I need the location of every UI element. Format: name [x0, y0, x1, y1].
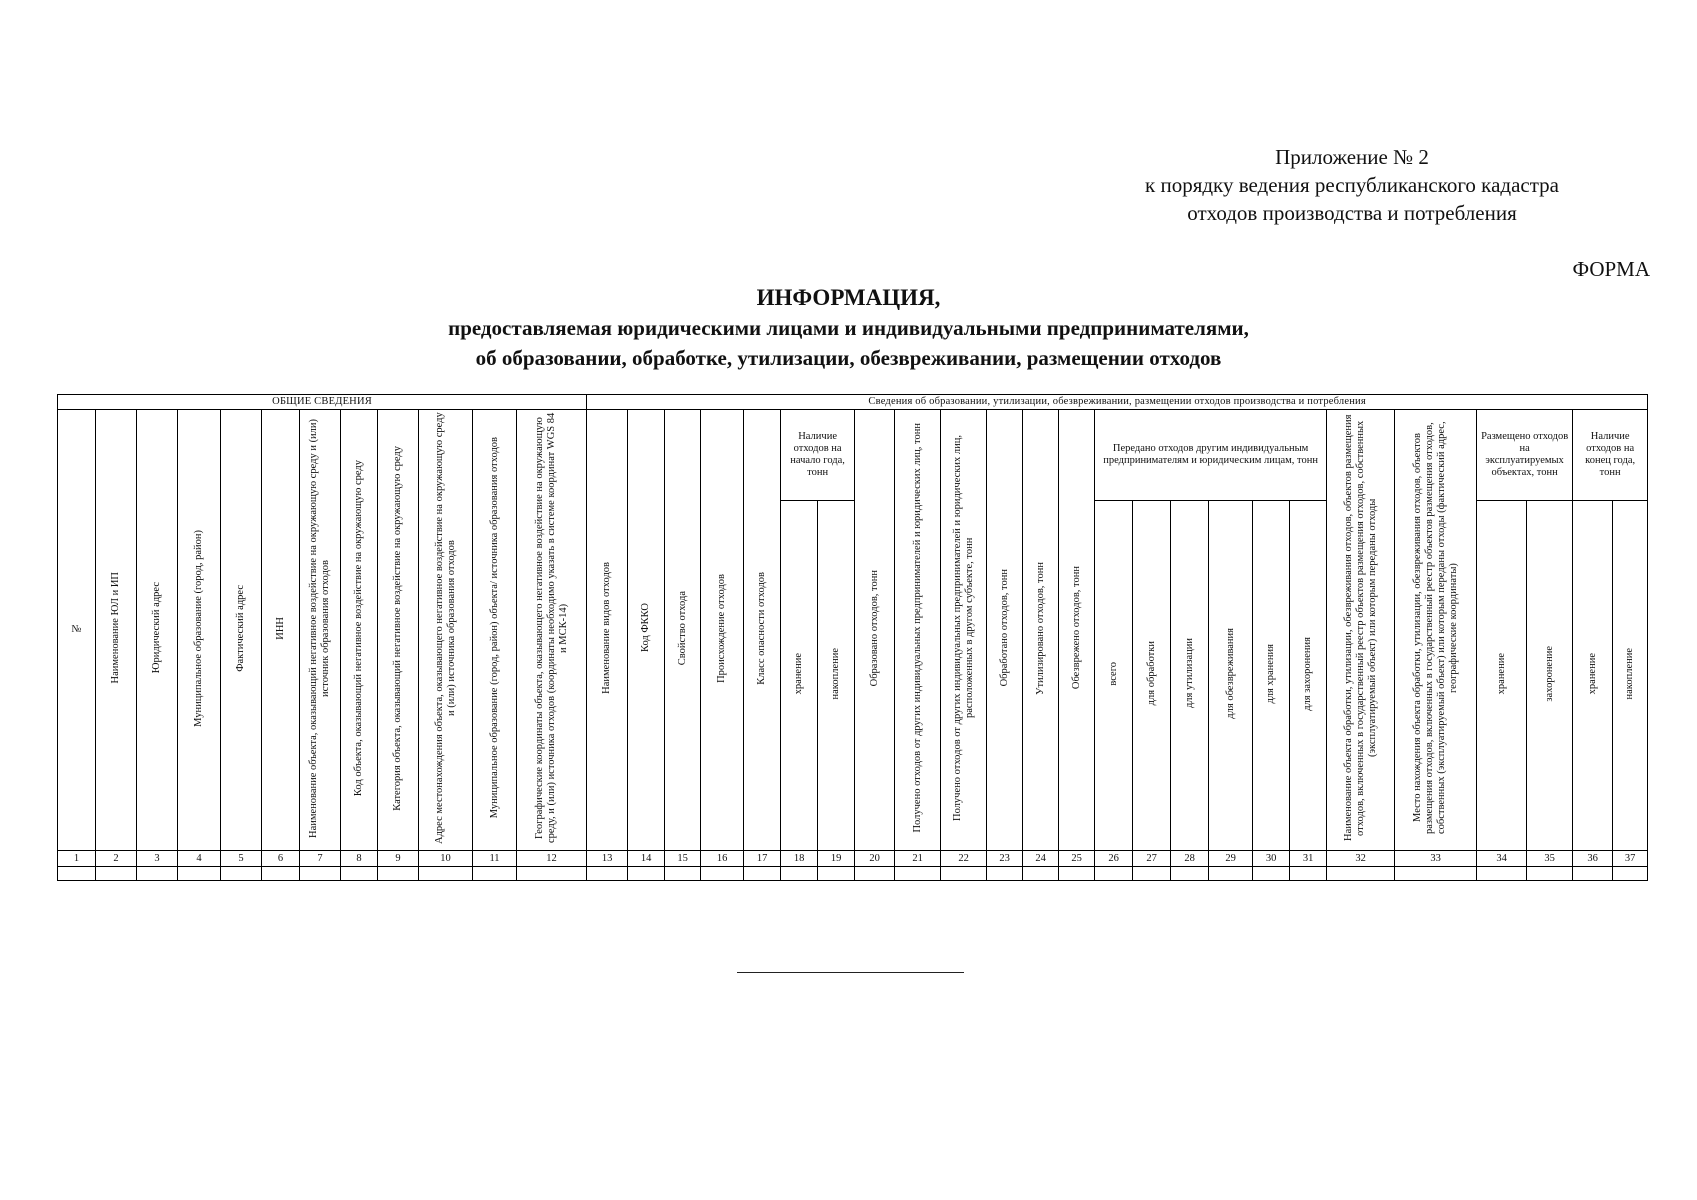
column-number: 6 [262, 851, 300, 867]
col-header-34: хранение [1477, 501, 1527, 851]
report-form-table [57, 394, 1648, 881]
col-header-28: для утилизации [1171, 501, 1209, 851]
column-number: 10 [419, 851, 473, 867]
column-number: 33 [1395, 851, 1477, 867]
document-title [0, 283, 1697, 373]
data-cell [1095, 867, 1133, 881]
data-cell [628, 867, 665, 881]
column-number: 20 [855, 851, 895, 867]
col-header-12: Географические координаты объекта, оказывающего негативное воздействие на окружающую среду, и (или) источника отходов (координаты необходимо указать в системе координат WGS 84 и МСК-14) [517, 410, 587, 851]
data-cell [378, 867, 419, 881]
col-header-33: Место нахождения объекта обработки, утилизации, обезвреживания отходов, объектов размещения отходов, включенных в государственный реестр объектов размещения отходов, собственных (эксплуатируемый объект) или которым переданы отходы (фактический адрес, географические координаты) [1395, 410, 1477, 851]
col-header-1: № [58, 410, 96, 851]
col-header-19: накопление [818, 501, 855, 851]
column-number: 28 [1171, 851, 1209, 867]
col-header-17: Класс опасности отходов [744, 410, 781, 851]
data-cell [419, 867, 473, 881]
data-cell [1059, 867, 1095, 881]
section-general: ОБЩИЕ СВЕДЕНИЯ [58, 395, 587, 410]
column-number: 22 [941, 851, 987, 867]
data-cell [1133, 867, 1171, 881]
col-header-23: Обработано отходов, тонн [987, 410, 1023, 851]
column-number: 13 [587, 851, 628, 867]
column-number: 24 [1023, 851, 1059, 867]
data-cell [1171, 867, 1209, 881]
col-header-26: всего [1095, 501, 1133, 851]
data-cell [262, 867, 300, 881]
column-number: 9 [378, 851, 419, 867]
col-header-29: для обезвреживания [1209, 501, 1253, 851]
column-number: 8 [341, 851, 378, 867]
data-cell [96, 867, 137, 881]
title-subheading: предоставляемая юридическими лицами и индивидуальными предпринимателями, [448, 316, 1249, 340]
col-header-14: Код ФККО [628, 410, 665, 851]
title-subheading-2: об образовании, обработке, утилизации, обезвреживании, размещении отходов [475, 346, 1222, 370]
data-cell [701, 867, 744, 881]
data-cell [744, 867, 781, 881]
column-number: 31 [1290, 851, 1327, 867]
data-cell [1290, 867, 1327, 881]
column-number: 11 [473, 851, 517, 867]
section-header-row [58, 395, 1648, 410]
col-header-22: Получено отходов от других индивидуальных предпринимателей и юридических лиц, расположенных в другом субъекте, тонн [941, 410, 987, 851]
data-cell [1395, 867, 1477, 881]
col-header-8: Код объекта, оказывающий негативное воздействие на окружающую среду [341, 410, 378, 851]
column-header-row [58, 410, 1648, 501]
column-number: 25 [1059, 851, 1095, 867]
col-header-2: Наименование ЮЛ и ИП [96, 410, 137, 851]
col-header-20: Образовано отходов, тонн [855, 410, 895, 851]
column-number: 35 [1527, 851, 1573, 867]
column-number: 15 [665, 851, 701, 867]
column-number: 30 [1253, 851, 1290, 867]
column-number: 23 [987, 851, 1023, 867]
col-header-11: Муниципальное образование (город, район) объекта/ источника образования отходов [473, 410, 517, 851]
column-number: 36 [1573, 851, 1613, 867]
column-number: 5 [221, 851, 262, 867]
data-cell [1023, 867, 1059, 881]
group-end-year: Наличие отходов на конец года, тонн [1573, 410, 1648, 501]
data-cell [300, 867, 341, 881]
data-cell [1527, 867, 1573, 881]
form-label: ФОРМА [1572, 257, 1650, 281]
data-cell [178, 867, 221, 881]
appendix-caption: к порядку ведения республиканского кадастра [1145, 173, 1559, 197]
col-header-35: захоронение [1527, 501, 1573, 851]
column-number: 2 [96, 851, 137, 867]
data-cell [941, 867, 987, 881]
data-cell [855, 867, 895, 881]
col-header-27: для обработки [1133, 501, 1171, 851]
data-cell [473, 867, 517, 881]
appendix-header [1092, 143, 1612, 227]
group-start-year: Наличие отходов на начало года, тонн [781, 410, 855, 501]
col-header-6: ИНН [262, 410, 300, 851]
col-header-31: для захоронения [1290, 501, 1327, 851]
section-waste-info: Сведения об образовании, утилизации, обезвреживании, размещении отходов производства и потребления [587, 395, 1648, 410]
col-header-18: хранение [781, 501, 818, 851]
group-transferred: Передано отходов другим индивидуальным предпринимателям и юридическим лицам, тонн [1095, 410, 1327, 501]
col-header-36: хранение [1573, 501, 1613, 851]
col-header-13: Наименование видов отходов [587, 410, 628, 851]
column-number: 32 [1327, 851, 1395, 867]
col-header-32: Наименование объекта обработки, утилизации, обезвреживания отходов, объектов размещения отходов, включенных в государственный реестр объектов размещения отходов, собственных (эксплуатируемый объект) или которым переданы отходы [1327, 410, 1395, 851]
data-cell [341, 867, 378, 881]
column-number: 14 [628, 851, 665, 867]
appendix-number: Приложение № 2 [1275, 145, 1429, 169]
col-header-24: Утилизировано отходов, тонн [1023, 410, 1059, 851]
empty-data-row [58, 867, 1648, 881]
column-number: 19 [818, 851, 855, 867]
col-header-21: Получено отходов от других индивидуальных предпринимателей и юридических лиц, тонн [895, 410, 941, 851]
column-number: 37 [1613, 851, 1648, 867]
col-header-4: Муниципальное образование (город, район) [178, 410, 221, 851]
column-number: 18 [781, 851, 818, 867]
column-number: 3 [137, 851, 178, 867]
column-number: 21 [895, 851, 941, 867]
column-number: 1 [58, 851, 96, 867]
column-number-row [58, 851, 1648, 867]
col-header-37: накопление [1613, 501, 1648, 851]
data-cell [1327, 867, 1395, 881]
data-cell [781, 867, 818, 881]
column-number: 29 [1209, 851, 1253, 867]
data-cell [1613, 867, 1648, 881]
data-cell [1573, 867, 1613, 881]
column-number: 7 [300, 851, 341, 867]
col-header-9: Категория объекта, оказывающий негативное воздействие на окружающую среду [378, 410, 419, 851]
col-header-30: для хранения [1253, 501, 1290, 851]
data-cell [221, 867, 262, 881]
column-number: 17 [744, 851, 781, 867]
col-header-10: Адрес местонахождения объекта, оказывающего негативное воздействие на окружающую среду и (или) источника образования отходов [419, 410, 473, 851]
col-header-3: Юридический адрес [137, 410, 178, 851]
col-header-7: Наименование объекта, оказывающий негативное воздействие на окружающую среду и (или) источник образования отходов [300, 410, 341, 851]
data-cell [1253, 867, 1290, 881]
data-cell [137, 867, 178, 881]
column-number: 4 [178, 851, 221, 867]
data-cell [58, 867, 96, 881]
col-header-16: Происхождение отходов [701, 410, 744, 851]
column-number: 12 [517, 851, 587, 867]
data-cell [665, 867, 701, 881]
data-cell [517, 867, 587, 881]
col-header-15: Свойство отхода [665, 410, 701, 851]
group-placed: Размещено отходов на эксплуатируемых объектах, тонн [1477, 410, 1573, 501]
data-cell [1209, 867, 1253, 881]
col-header-25: Обезврежено отходов, тонн [1059, 410, 1095, 851]
column-number: 34 [1477, 851, 1527, 867]
column-number: 16 [701, 851, 744, 867]
data-cell [587, 867, 628, 881]
data-cell [818, 867, 855, 881]
appendix-caption-2: отходов производства и потребления [1187, 201, 1517, 225]
data-cell [1477, 867, 1527, 881]
column-number: 27 [1133, 851, 1171, 867]
data-cell [987, 867, 1023, 881]
column-number: 26 [1095, 851, 1133, 867]
closing-divider-line [737, 972, 964, 973]
col-header-5: Фактический адрес [221, 410, 262, 851]
data-cell [895, 867, 941, 881]
title-heading: ИНФОРМАЦИЯ, [756, 285, 941, 310]
